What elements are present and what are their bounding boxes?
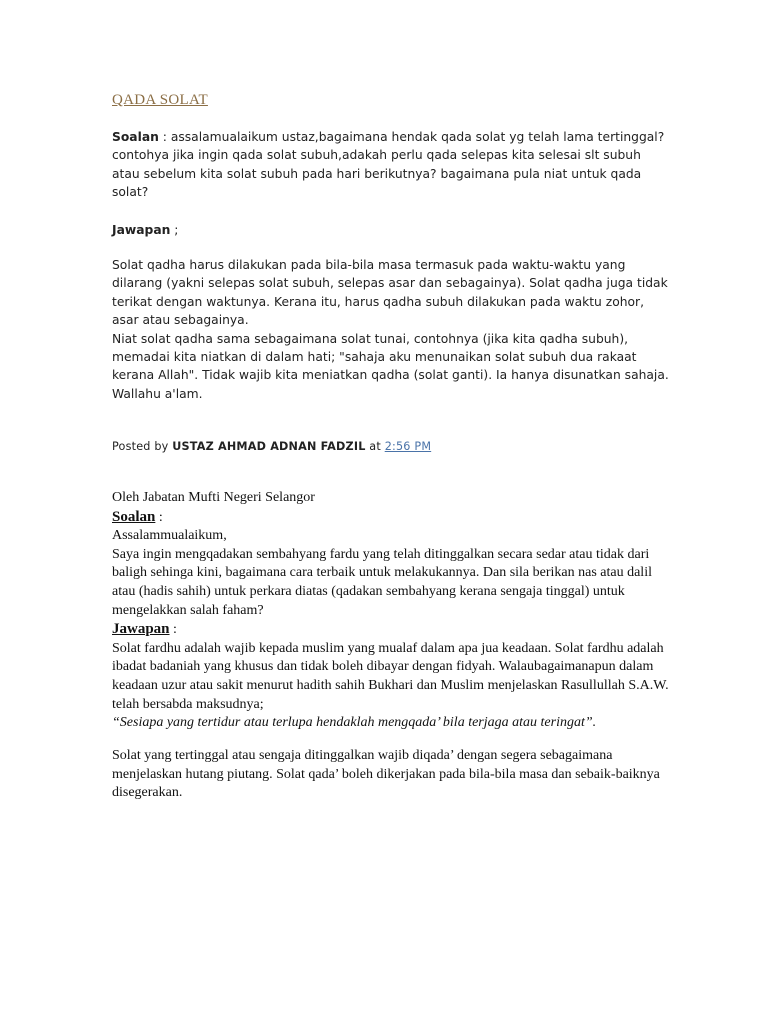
jawapan-heading-2 (112, 620, 672, 640)
jawapan-label-1: Jawapan (112, 223, 171, 237)
answer-paragraph-1a: Solat qadha harus dilakukan pada bila-bila masa termasuk pada waktu-waktu yang dilarang (yakni selepas solat subuh, selepas asar dan sebagainya). Solat qadha juga tidak terikat dengan waktunya. Kerana itu, harus qadha subuh dilakukan pada waktu zohor, asar atau sebagainya. (112, 258, 668, 328)
closing-paragraph: Solat yang tertinggal atau sengaja ditinggalkan wajib diqada’ dengan segera sebagaimana menjelaskan hutang piutang. Solat qada’ boleh dikerjakan pada bila-bila masa dan sebaik-baiknya disegerakan. (112, 748, 660, 801)
question-block-2 (112, 489, 672, 733)
question-paragraph-2: Saya ingin mengqadakan sembahyang fardu yang telah ditinggalkan secara sedar atau tidak dari baligh sehinga kini, bagaimana cara terbaik untuk melakukannya. Dan sila berikan nas atau dalil atau (hadis sahih) untuk perkara diatas (qadakan sembahyang kerana sengaja tinggal) untuk mengelakkan salah faham? (112, 546, 652, 618)
question-block-1 (112, 128, 672, 202)
post-footer (112, 440, 431, 453)
post-author: USTAZ AHMAD ADNAN FADZIL (172, 440, 366, 453)
soalan-label-1: Soalan (112, 130, 159, 144)
post-time-link[interactable]: 2:56 PM (384, 440, 432, 453)
hadith-quote-text: “Sesiapa yang tertidur atau terlupa hendaklah mengqada’ bila terjaga atau teringat”. (112, 715, 597, 731)
answer-paragraph-1c: Wallahu a'lam. (112, 386, 203, 401)
jawapan-colon-2: : (169, 622, 177, 638)
hadith-quote (112, 714, 672, 733)
soalan-colon-2: : (155, 509, 163, 525)
closing-block (112, 747, 672, 803)
greeting-line: Assalammualaikum, (112, 528, 227, 544)
answer-paragraph-2: Solat fardhu adalah wajib kepada muslim yang mualaf dalam apa jua keadaan. Solat fardhu adalah ibadat badaniah yang khusus dan tidak boleh dibayar dengan fidyah. Walaubagaimanapun dalam keadaan uzur atau sakit menurut hadith sahih Bukhari dan Muslim menjelaskan Rasullullah S.A.W. telah bersabda maksudnya; (112, 640, 669, 712)
jawapan-suffix-1: ; (170, 223, 179, 237)
source-line: Oleh Jabatan Mufti Negeri Selangor (112, 490, 315, 505)
question-text-1: : assalamualaikum ustaz,bagaimana hendak qada solat yg telah lama tertinggal? contohya jika ingin qada solat subuh,adakah perlu qada selepas kita selesai slt subuh atau sebelum kita solat subuh pada hari berikutnya? bagaimana pula niat untuk qada solat? (112, 130, 665, 200)
question-paragraph-1 (112, 128, 672, 202)
page-title: QADA SOLAT (112, 92, 208, 108)
soalan-label-2: Soalan (112, 508, 156, 525)
answer-paragraph-1b: Niat solat qadha sama sebagaimana solat tunai, contohnya (jika kita qadha subuh), memadai kita niatkan di dalam hati; "sahaja aku menunaikan solat subuh dua rakaat kerana Allah". Tidak wajib kita meniatkan qadha (solat ganti). Ia hanya disunatkan sahaja. (112, 331, 669, 383)
jawapan-label-2: Jawapan (112, 621, 170, 638)
posted-prefix: Posted by (112, 440, 173, 453)
posted-at: at (365, 440, 385, 453)
jawapan-heading-1 (112, 221, 178, 239)
answer-block-1 (112, 256, 672, 403)
soalan-heading-2 (112, 508, 672, 528)
